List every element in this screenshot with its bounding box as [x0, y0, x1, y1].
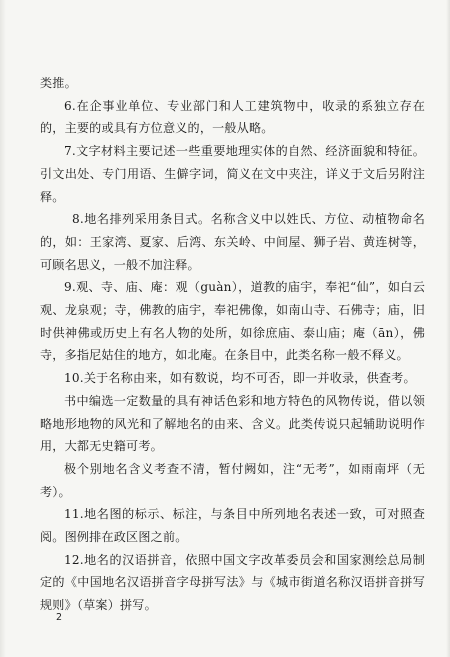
paragraph-item-10: 10.关于名称由来，如有数说，均不可否，即一并收录，供查考。: [64, 371, 416, 386]
paragraph-continuation: 类推。: [40, 76, 77, 90]
paragraph-item-12: 12.地名的汉语拼音，依照中国文字改革委员会和国家测绘总局制定的《中国地名汉语拼音字母拼写法》与《城市街道名称汉语拼音拼写规则》（草案）拼写。: [40, 552, 425, 613]
paragraph-item-6: 6.在企事业单位、专业部门和人工建筑物中，收录的系独立存在的，主要的或具有方位意义的，一般从略。: [40, 98, 425, 136]
page-number: 2: [56, 612, 63, 623]
body-text: [40, 72, 425, 617]
paragraph-item-11: 11.地名图的标示、标注，与条目中所列地名表述一致，可对照查阅。图例排在政区图之前。: [40, 507, 425, 545]
paragraph-legend-note: 书中编选一定数量的具有神话色彩和地方特色的风物传说，借以领略地形地物的风光和了解地名的由来、含义。此类传说只起辅助说明作用，大都无史籍可考。: [40, 393, 425, 454]
scan-right-edge: [446, 0, 450, 657]
paragraph-item-8: 8.地名排列采用条目式。名称含义中以姓氏、方位、动植物命名的，如：王家湾、夏家、后湾、东关岭、中间屋、狮子岩、黄连树等，可顾名思义，一般不加注释。: [40, 212, 425, 272]
paragraph-no-source-note: 极个别地名含义考查不清，暂付阙如，注“无考”，如雨南坪（无考）。: [40, 461, 425, 499]
scan-left-edge: [0, 0, 6, 657]
paragraph-item-9: 9.观、寺、庙、庵：观（guàn），道教的庙宇，奉祀“仙”，如白云观、龙泉观；寺，佛教的庙宇，奉祀佛像，如南山寺、石佛寺；庙，旧时供神佛或历史上有名人物的处所，如徐庶庙、泰山庙；庵（ān），佛寺，多指尼姑住的地方，如北庵。在条目中，此类名称一般不释义。: [40, 280, 425, 363]
paragraph-item-7: 7.文字材料主要记述一些重要地理实体的自然、经济面貌和特征。引文出处、专门用语、生僻字词，简义在文中夹注，详义于文后另附注释。: [40, 144, 425, 204]
